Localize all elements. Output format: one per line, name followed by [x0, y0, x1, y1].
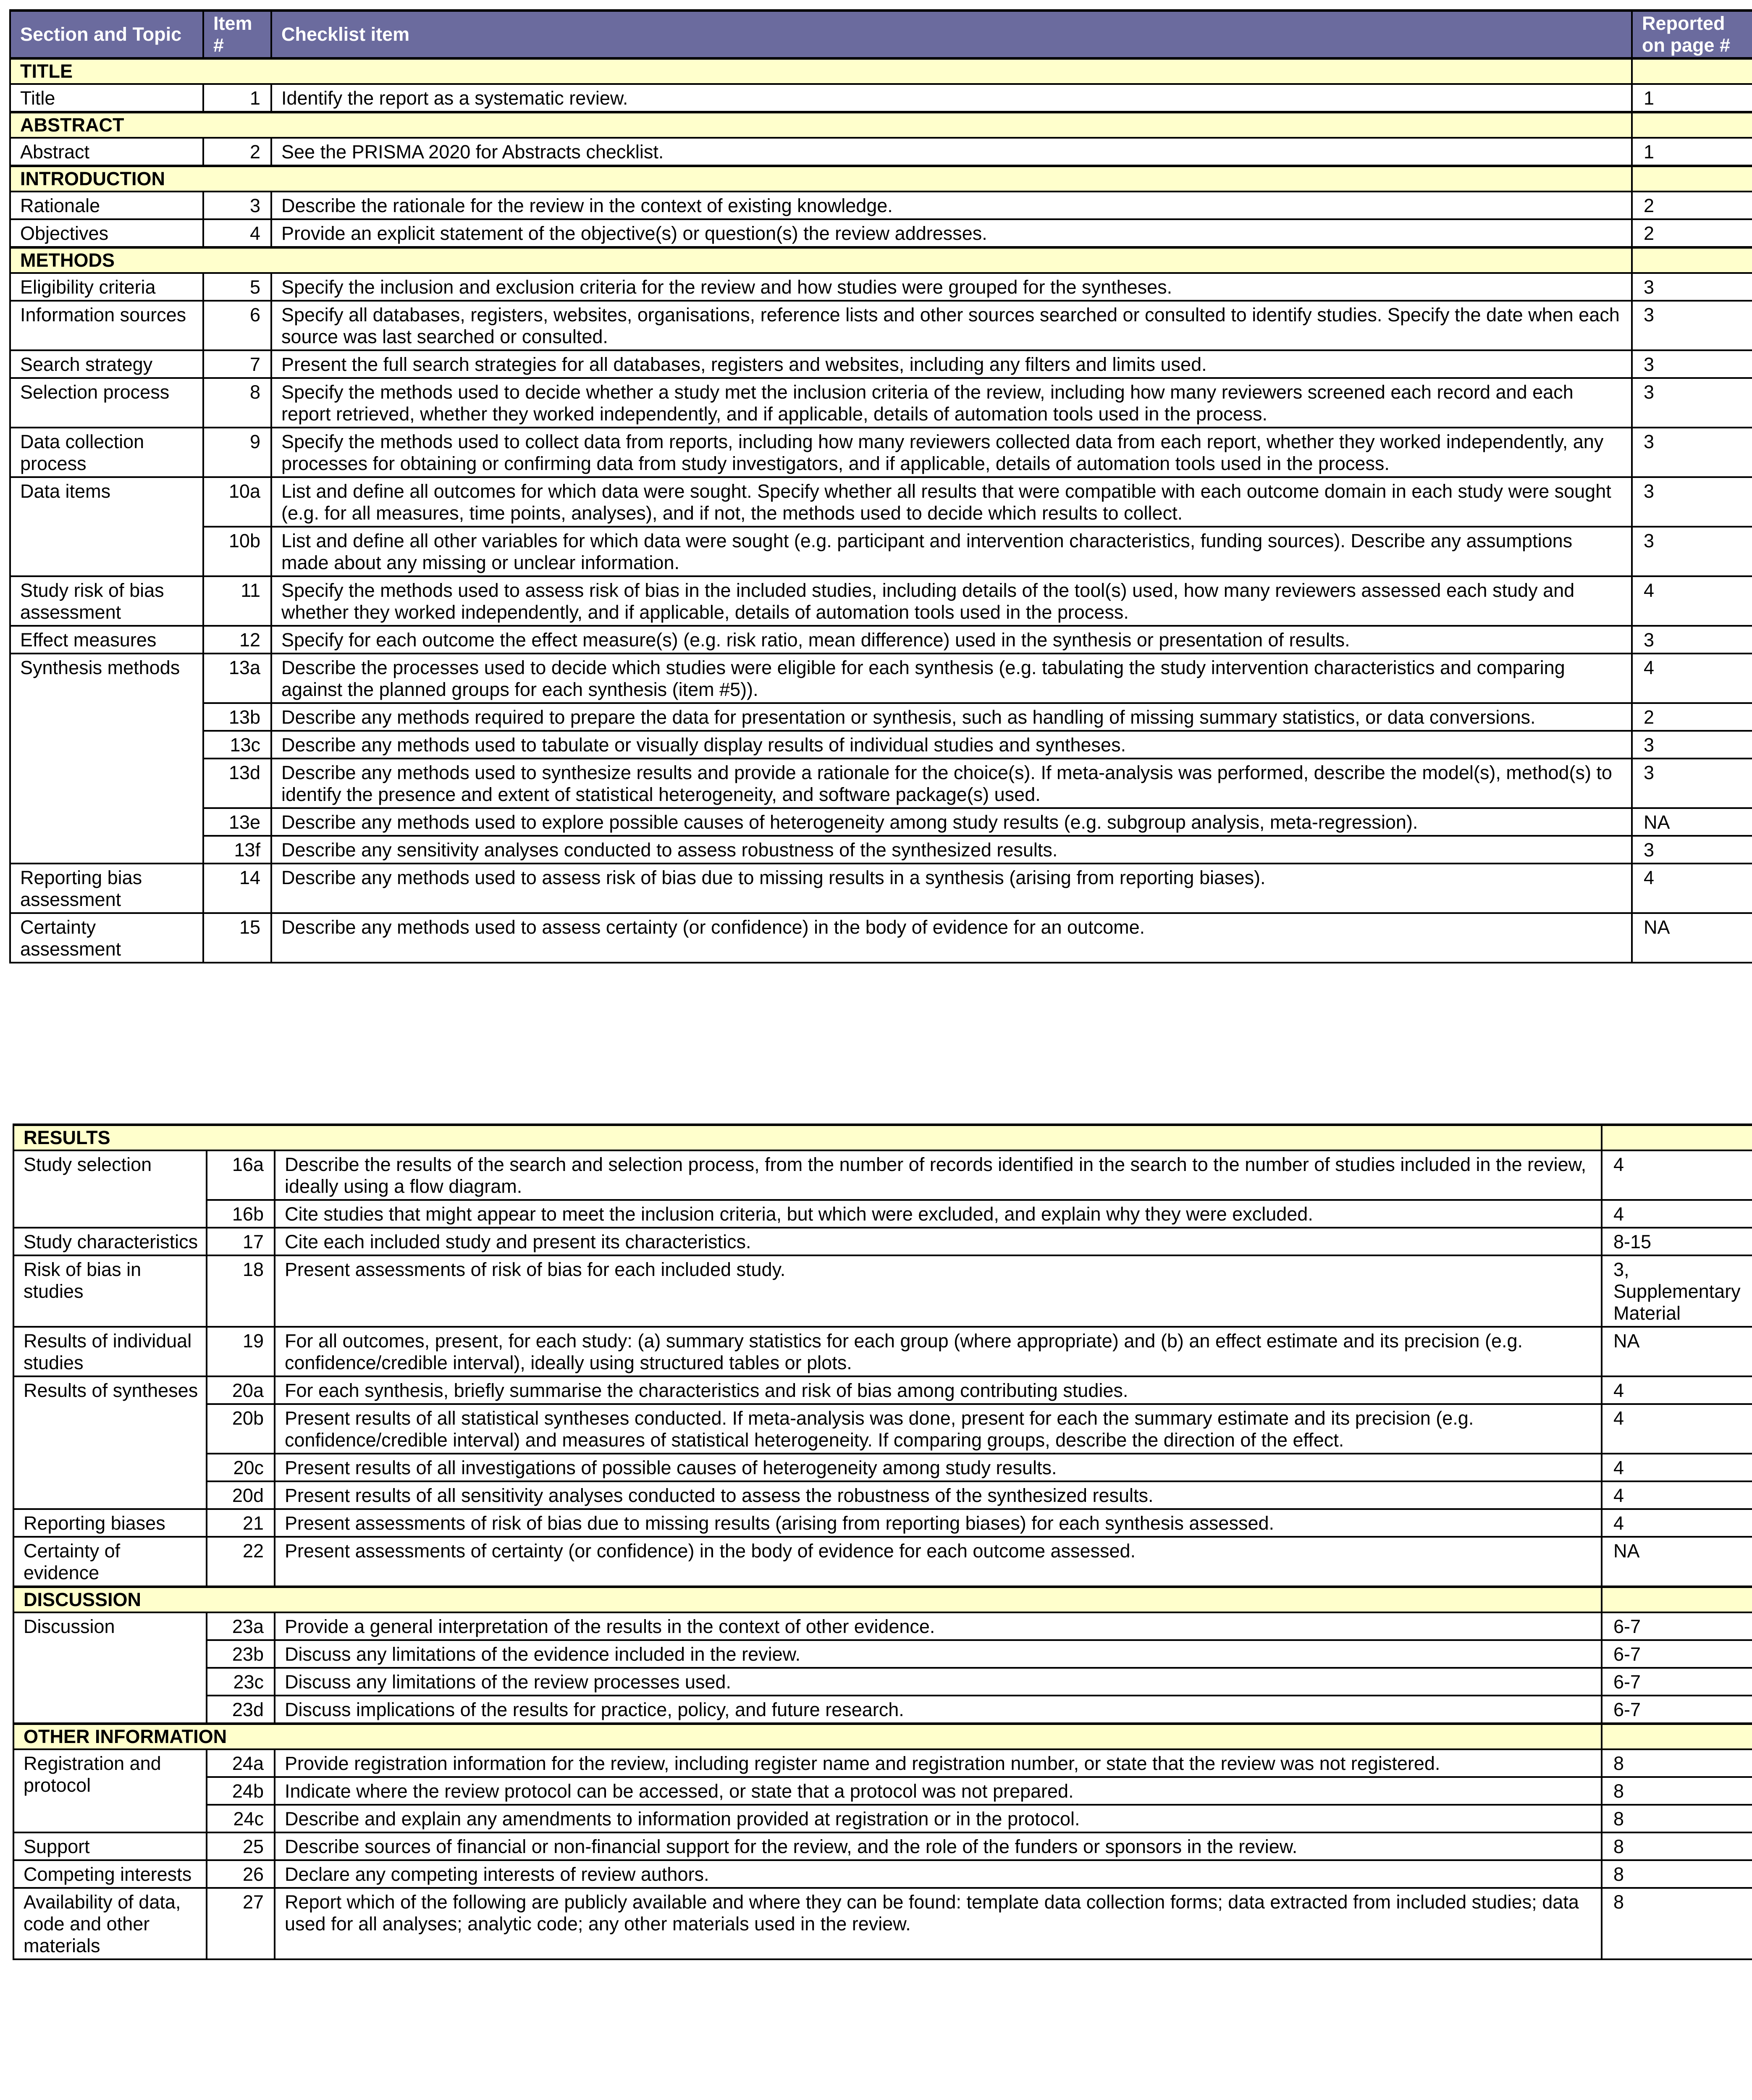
reported-page-cell: 4	[1602, 1509, 1752, 1537]
checklist-item-cell: Discuss implications of the results for practice, policy, and future research.	[275, 1696, 1602, 1724]
section-header-row	[10, 112, 1752, 138]
item-number-cell: 20d	[207, 1481, 275, 1509]
checklist-table-part-2	[13, 1124, 1752, 1960]
reported-page-cell: 3	[1632, 626, 1752, 654]
table-row	[10, 576, 1752, 626]
item-number-cell: 24b	[207, 1777, 275, 1805]
section-label: METHODS	[10, 247, 1632, 273]
item-number-cell: 9	[203, 428, 271, 477]
section-header-row	[10, 166, 1752, 192]
reported-page-cell: 3	[1632, 378, 1752, 428]
table-row	[13, 1481, 1752, 1509]
section-label: INTRODUCTION	[10, 166, 1632, 192]
section-topic-cell: Discussion	[13, 1612, 207, 1724]
item-number-cell: 24c	[207, 1805, 275, 1832]
section-topic-cell: Support	[13, 1832, 207, 1860]
table-row	[13, 1612, 1752, 1640]
table-row	[13, 1454, 1752, 1481]
item-number-cell: 3	[203, 192, 271, 219]
item-number-cell: 13a	[203, 654, 271, 703]
item-number-cell: 23c	[207, 1668, 275, 1696]
section-header-row	[13, 1724, 1752, 1749]
checklist-body-part-2	[13, 1125, 1752, 1959]
table-row	[10, 477, 1752, 527]
item-number-cell: 21	[207, 1509, 275, 1537]
reported-page-cell: 3	[1632, 301, 1752, 350]
checklist-item-cell: List and define all outcomes for which data were sought. Specify whether all results that were compatible with each outcome domain in each study were sought (e.g. for all measures, time points, analyses), and if not, the methods used to decide which results to collect.	[271, 477, 1632, 527]
reported-page-cell: NA	[1632, 808, 1752, 836]
table-header-row	[10, 10, 1752, 58]
reported-page-cell: 4	[1602, 1481, 1752, 1509]
section-page-cell	[1632, 166, 1752, 192]
table-row	[10, 428, 1752, 477]
table-row	[13, 1376, 1752, 1404]
checklist-item-cell: Describe any methods used to synthesize results and provide a rationale for the choice(s). If meta-analysis was performed, describe the model(s), method(s) to identify the presence and extent of statistical heterogeneity, and software package(s) used.	[271, 759, 1632, 808]
table-row	[10, 84, 1752, 112]
section-topic-cell: Competing interests	[13, 1860, 207, 1888]
item-number-cell: 4	[203, 219, 271, 247]
reported-page-cell: 4	[1602, 1454, 1752, 1481]
table-row	[13, 1537, 1752, 1587]
item-number-cell: 11	[203, 576, 271, 626]
reported-page-cell: 4	[1602, 1404, 1752, 1454]
table-row	[13, 1888, 1752, 1959]
section-topic-cell: Results of syntheses	[13, 1376, 207, 1509]
checklist-body-part-1	[10, 58, 1752, 963]
table-row	[13, 1150, 1752, 1200]
checklist-item-cell: For each synthesis, briefly summarise the characteristics and risk of bias among contributing studies.	[275, 1376, 1602, 1404]
section-topic-cell: Abstract	[10, 138, 203, 166]
section-topic-cell: Reporting biases	[13, 1509, 207, 1537]
table-row	[10, 138, 1752, 166]
item-number-cell: 2	[203, 138, 271, 166]
section-page-cell	[1632, 247, 1752, 273]
item-number-cell: 22	[207, 1537, 275, 1587]
reported-page-cell: 8	[1602, 1888, 1752, 1959]
item-number-cell: 19	[207, 1327, 275, 1376]
checklist-item-cell: Specify the methods used to collect data from reports, including how many reviewers collected data from each report, whether they worked independently, any processes for obtaining or confirming data from study investigators, and if applicable, details of automation tools used in the process.	[271, 428, 1632, 477]
reported-page-cell: 3	[1632, 527, 1752, 576]
checklist-item-cell: Describe sources of financial or non-financial support for the review, and the role of the funders or sponsors in the review.	[275, 1832, 1602, 1860]
table-row	[10, 808, 1752, 836]
section-topic-cell: Eligibility criteria	[10, 273, 203, 301]
reported-page-cell: 4	[1632, 654, 1752, 703]
section-label: ABSTRACT	[10, 112, 1632, 138]
header-checklist-item: Checklist item	[271, 10, 1632, 58]
checklist-item-cell: Indicate where the review protocol can be accessed, or state that a protocol was not prepared.	[275, 1777, 1602, 1805]
reported-page-cell: NA	[1602, 1537, 1752, 1587]
item-number-cell: 20c	[207, 1454, 275, 1481]
item-number-cell: 15	[203, 913, 271, 963]
table-row	[13, 1668, 1752, 1696]
table-row	[13, 1749, 1752, 1777]
checklist-item-cell: Present results of all statistical syntheses conducted. If meta-analysis was done, present for each the summary estimate and its precision (e.g. confidence/credible interval) and measures of statistical heterogeneity. If comparing groups, describe the direction of the effect.	[275, 1404, 1602, 1454]
reported-page-cell: 8	[1602, 1832, 1752, 1860]
checklist-item-cell: Present assessments of risk of bias due to missing results (arising from reporting biases) for each synthesis assessed.	[275, 1509, 1602, 1537]
item-number-cell: 16b	[207, 1200, 275, 1228]
section-topic-cell: Rationale	[10, 192, 203, 219]
checklist-item-cell: Describe and explain any amendments to information provided at registration or in the protocol.	[275, 1805, 1602, 1832]
reported-page-cell: 6-7	[1602, 1640, 1752, 1668]
table-row	[13, 1696, 1752, 1724]
item-number-cell: 23d	[207, 1696, 275, 1724]
table-row	[13, 1255, 1752, 1327]
table-row	[10, 273, 1752, 301]
checklist-item-cell: Specify all databases, registers, websites, organisations, reference lists and other sources searched or consulted to identify studies. Specify the date when each source was last searched or consulted.	[271, 301, 1632, 350]
item-number-cell: 8	[203, 378, 271, 428]
reported-page-cell: 6-7	[1602, 1696, 1752, 1724]
checklist-item-cell: Specify the inclusion and exclusion criteria for the review and how studies were grouped for the syntheses.	[271, 273, 1632, 301]
item-number-cell: 20b	[207, 1404, 275, 1454]
checklist-item-cell: Describe the processes used to decide which studies were eligible for each synthesis (e.g. tabulating the study intervention characteristics and comparing against the planned groups for each synthesis (item #5)).	[271, 654, 1632, 703]
section-topic-cell: Effect measures	[10, 626, 203, 654]
section-topic-cell: Availability of data, code and other materials	[13, 1888, 207, 1959]
checklist-item-cell: Report which of the following are publicly available and where they can be found: template data collection forms; data extracted from included studies; data used for all analyses; analytic code; any other materials used in the review.	[275, 1888, 1602, 1959]
table-row	[10, 654, 1752, 703]
section-topic-cell: Data items	[10, 477, 203, 576]
table-row	[13, 1228, 1752, 1255]
item-number-cell: 18	[207, 1255, 275, 1327]
reported-page-cell: 4	[1632, 864, 1752, 913]
section-topic-cell: Data collection process	[10, 428, 203, 477]
section-topic-cell: Registration and protocol	[13, 1749, 207, 1832]
section-topic-cell: Certainty of evidence	[13, 1537, 207, 1587]
table-row	[13, 1805, 1752, 1832]
checklist-item-cell: Declare any competing interests of review authors.	[275, 1860, 1602, 1888]
checklist-item-cell: Describe any methods required to prepare the data for presentation or synthesis, such as handling of missing summary statistics, or data conversions.	[271, 703, 1632, 731]
table-row	[13, 1509, 1752, 1537]
checklist-item-cell: Provide registration information for the review, including register name and registration number, or state that the review was not registered.	[275, 1749, 1602, 1777]
reported-page-cell: 2	[1632, 192, 1752, 219]
reported-page-cell: 3	[1632, 731, 1752, 759]
checklist-item-cell: Present assessments of risk of bias for each included study.	[275, 1255, 1602, 1327]
section-topic-cell: Study selection	[13, 1150, 207, 1228]
reported-page-cell: 8	[1602, 1805, 1752, 1832]
section-topic-cell: Risk of bias in studies	[13, 1255, 207, 1327]
item-number-cell: 10b	[203, 527, 271, 576]
header-reported-page: Reported on page #	[1632, 10, 1752, 58]
table-row	[10, 301, 1752, 350]
section-page-cell	[1602, 1125, 1752, 1150]
reported-page-cell: 8	[1602, 1749, 1752, 1777]
reported-page-cell: 4	[1602, 1376, 1752, 1404]
checklist-item-cell: Present results of all investigations of possible causes of heterogeneity among study results.	[275, 1454, 1602, 1481]
item-number-cell: 17	[207, 1228, 275, 1255]
item-number-cell: 5	[203, 273, 271, 301]
table-row	[10, 759, 1752, 808]
table-row	[10, 864, 1752, 913]
table-row	[10, 219, 1752, 247]
reported-page-cell: 1	[1632, 84, 1752, 112]
header-item-number: Item #	[203, 10, 271, 58]
item-number-cell: 24a	[207, 1749, 275, 1777]
checklist-table-part-1	[9, 9, 1752, 963]
table-row	[10, 836, 1752, 864]
checklist-item-cell: Discuss any limitations of the review processes used.	[275, 1668, 1602, 1696]
checklist-item-cell: Describe any methods used to assess certainty (or confidence) in the body of evidence for an outcome.	[271, 913, 1632, 963]
reported-page-cell: 3	[1632, 428, 1752, 477]
reported-page-cell: 8-15	[1602, 1228, 1752, 1255]
reported-page-cell: 2	[1632, 703, 1752, 731]
checklist-item-cell: Cite studies that might appear to meet the inclusion criteria, but which were excluded, and explain why they were excluded.	[275, 1200, 1602, 1228]
section-page-cell	[1632, 58, 1752, 84]
checklist-item-cell: Cite each included study and present its characteristics.	[275, 1228, 1602, 1255]
table-row	[13, 1777, 1752, 1805]
section-label: TITLE	[10, 58, 1632, 84]
reported-page-cell: 3	[1632, 350, 1752, 378]
item-number-cell: 27	[207, 1888, 275, 1959]
table-row	[13, 1832, 1752, 1860]
reported-page-cell: 3	[1632, 273, 1752, 301]
checklist-item-cell: Specify the methods used to decide whether a study met the inclusion criteria of the review, including how many reviewers screened each record and each report retrieved, whether they worked independently, and if applicable, details of automation tools used in the process.	[271, 378, 1632, 428]
table-row	[10, 378, 1752, 428]
item-number-cell: 13d	[203, 759, 271, 808]
item-number-cell: 23b	[207, 1640, 275, 1668]
table-row	[10, 703, 1752, 731]
section-label: OTHER INFORMATION	[13, 1724, 1602, 1749]
item-number-cell: 26	[207, 1860, 275, 1888]
checklist-item-cell: Provide a general interpretation of the results in the context of other evidence.	[275, 1612, 1602, 1640]
item-number-cell: 14	[203, 864, 271, 913]
checklist-item-cell: Describe any methods used to assess risk of bias due to missing results in a synthesis (arising from reporting biases).	[271, 864, 1632, 913]
checklist-item-cell: Describe any methods used to tabulate or visually display results of individual studies and syntheses.	[271, 731, 1632, 759]
checklist-item-cell: Specify for each outcome the effect measure(s) (e.g. risk ratio, mean difference) used in the synthesis or presentation of results.	[271, 626, 1632, 654]
section-page-cell	[1602, 1587, 1752, 1612]
section-topic-cell: Synthesis methods	[10, 654, 203, 864]
checklist-item-cell: Discuss any limitations of the evidence included in the review.	[275, 1640, 1602, 1668]
section-header-row	[13, 1587, 1752, 1612]
item-number-cell: 6	[203, 301, 271, 350]
item-number-cell: 13f	[203, 836, 271, 864]
table-row	[13, 1404, 1752, 1454]
section-topic-cell: Objectives	[10, 219, 203, 247]
table-row	[10, 350, 1752, 378]
checklist-item-cell: Present assessments of certainty (or confidence) in the body of evidence for each outcome assessed.	[275, 1537, 1602, 1587]
item-number-cell: 13b	[203, 703, 271, 731]
reported-page-cell: 4	[1602, 1200, 1752, 1228]
section-page-cell	[1602, 1724, 1752, 1749]
reported-page-cell: 4	[1602, 1150, 1752, 1200]
section-topic-cell: Certainty assessment	[10, 913, 203, 963]
reported-page-cell: 2	[1632, 219, 1752, 247]
item-number-cell: 10a	[203, 477, 271, 527]
item-number-cell: 13e	[203, 808, 271, 836]
section-topic-cell: Title	[10, 84, 203, 112]
table-row	[10, 192, 1752, 219]
item-number-cell: 25	[207, 1832, 275, 1860]
checklist-item-cell: Describe the rationale for the review in the context of existing knowledge.	[271, 192, 1632, 219]
reported-page-cell: 3, Supplementary Material	[1602, 1255, 1752, 1327]
item-number-cell: 13c	[203, 731, 271, 759]
section-header-row	[13, 1125, 1752, 1150]
item-number-cell: 20a	[207, 1376, 275, 1404]
section-topic-cell: Reporting bias assessment	[10, 864, 203, 913]
section-topic-cell: Search strategy	[10, 350, 203, 378]
reported-page-cell: 6-7	[1602, 1668, 1752, 1696]
section-label: RESULTS	[13, 1125, 1602, 1150]
section-topic-cell: Study risk of bias assessment	[10, 576, 203, 626]
table-row	[13, 1640, 1752, 1668]
item-number-cell: 12	[203, 626, 271, 654]
reported-page-cell: 8	[1602, 1860, 1752, 1888]
section-page-cell	[1632, 112, 1752, 138]
section-topic-cell: Study characteristics	[13, 1228, 207, 1255]
reported-page-cell: 1	[1632, 138, 1752, 166]
reported-page-cell: 3	[1632, 477, 1752, 527]
section-topic-cell: Selection process	[10, 378, 203, 428]
reported-page-cell: 6-7	[1602, 1612, 1752, 1640]
checklist-item-cell: Present results of all sensitivity analyses conducted to assess the robustness of the synthesized results.	[275, 1481, 1602, 1509]
checklist-item-cell: Provide an explicit statement of the objective(s) or question(s) the review addresses.	[271, 219, 1632, 247]
reported-page-cell: 3	[1632, 759, 1752, 808]
checklist-item-cell: Present the full search strategies for all databases, registers and websites, including any filters and limits used.	[271, 350, 1632, 378]
checklist-item-cell: Describe the results of the search and selection process, from the number of records identified in the search to the number of studies included in the review, ideally using a flow diagram.	[275, 1150, 1602, 1200]
reported-page-cell: 3	[1632, 836, 1752, 864]
section-header-row	[10, 247, 1752, 273]
reported-page-cell: 8	[1602, 1777, 1752, 1805]
item-number-cell: 23a	[207, 1612, 275, 1640]
table-row	[13, 1327, 1752, 1376]
reported-page-cell: 4	[1632, 576, 1752, 626]
checklist-item-cell: Identify the report as a systematic review.	[271, 84, 1632, 112]
section-topic-cell: Results of individual studies	[13, 1327, 207, 1376]
table-row	[10, 626, 1752, 654]
checklist-item-cell: Describe any methods used to explore possible causes of heterogeneity among study results (e.g. subgroup analysis, meta-regression).	[271, 808, 1632, 836]
table-row	[13, 1200, 1752, 1228]
table-row	[10, 527, 1752, 576]
table-row	[13, 1860, 1752, 1888]
section-topic-cell: Information sources	[10, 301, 203, 350]
item-number-cell: 7	[203, 350, 271, 378]
section-label: DISCUSSION	[13, 1587, 1602, 1612]
header-section-topic: Section and Topic	[10, 10, 203, 58]
checklist-item-cell: Describe any sensitivity analyses conducted to assess robustness of the synthesized results.	[271, 836, 1632, 864]
reported-page-cell: NA	[1602, 1327, 1752, 1376]
section-header-row	[10, 58, 1752, 84]
checklist-item-cell: For all outcomes, present, for each study: (a) summary statistics for each group (where appropriate) and (b) an effect estimate and its precision (e.g. confidence/credible interval), ideally using structured tables or plots.	[275, 1327, 1602, 1376]
table-row	[10, 731, 1752, 759]
checklist-item-cell: See the PRISMA 2020 for Abstracts checklist.	[271, 138, 1632, 166]
table-row	[10, 913, 1752, 963]
checklist-item-cell: Specify the methods used to assess risk of bias in the included studies, including details of the tool(s) used, how many reviewers assessed each study and whether they worked independently, and if applicable, details of automation tools used in the process.	[271, 576, 1632, 626]
checklist-item-cell: List and define all other variables for which data were sought (e.g. participant and intervention characteristics, funding sources). Describe any assumptions made about any missing or unclear information.	[271, 527, 1632, 576]
item-number-cell: 16a	[207, 1150, 275, 1200]
item-number-cell: 1	[203, 84, 271, 112]
reported-page-cell: NA	[1632, 913, 1752, 963]
